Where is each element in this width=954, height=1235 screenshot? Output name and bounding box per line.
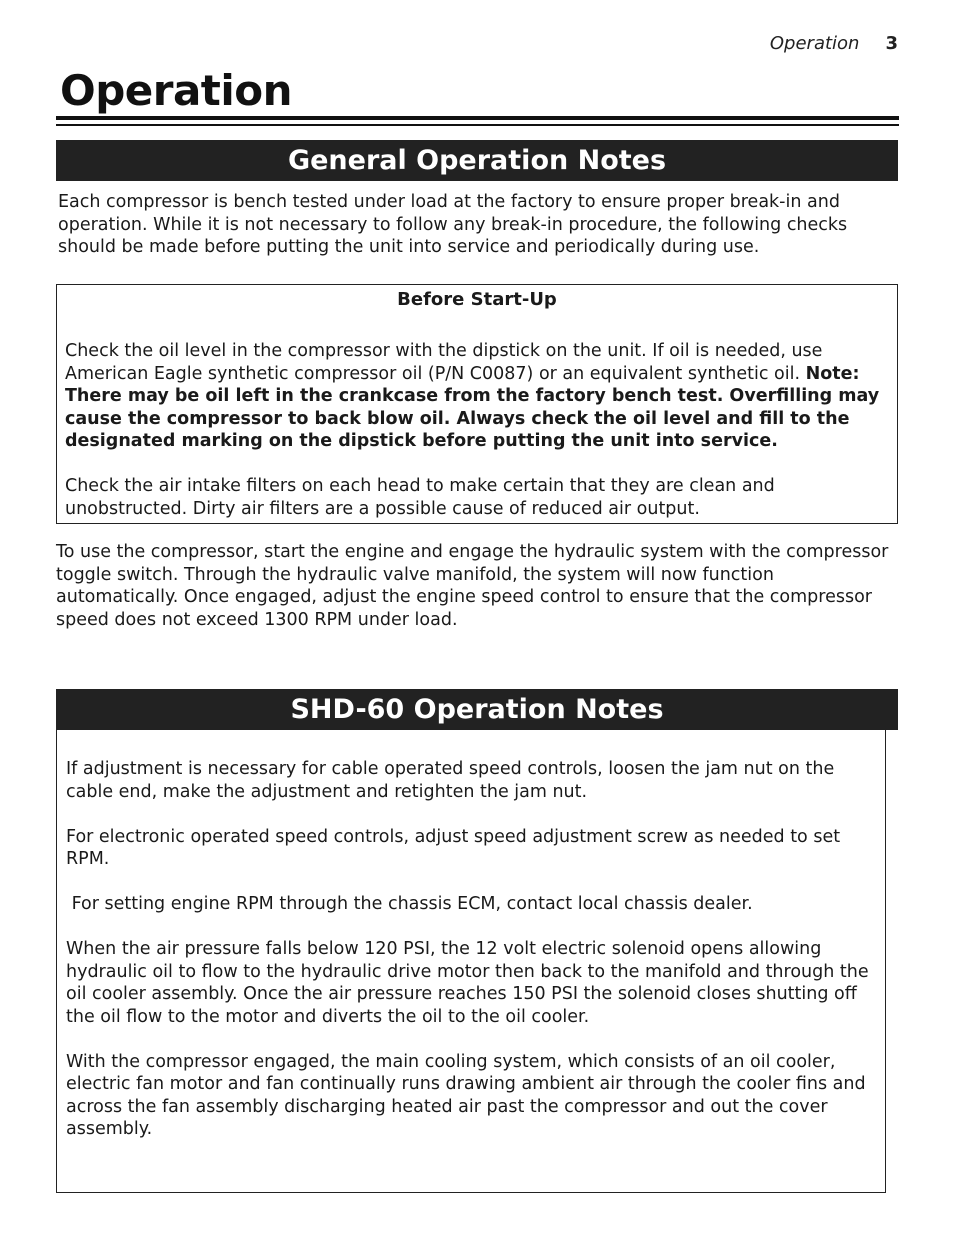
general-operation-heading: General Operation Notes	[56, 140, 898, 181]
general-intro-paragraph: Each compressor is bench tested under load at the factory to ensure proper break-in and operation. While it is not necessary to follow any break-in procedure, the following checks should be made before putting the unit into service and periodically during use.	[58, 192, 848, 257]
shd60-notes-box	[56, 730, 886, 1193]
oil-level-text: Check the oil level in the compressor with the dipstick on the unit. If oil is needed, use American Eagle synthetic compressor oil (P/N C0087) or an equivalent synthetic oil.	[65, 341, 823, 384]
title-rule-thick	[56, 116, 899, 120]
electronic-speed-control-paragraph: For electronic operated speed controls, adjust speed adjustment screw as needed to set RPM.	[66, 826, 841, 869]
chassis-ecm-paragraph: For setting engine RPM through the chassis ECM, contact local chassis dealer.	[66, 894, 753, 914]
before-startup-box	[56, 284, 898, 524]
page-number: 3	[885, 33, 898, 54]
air-filter-paragraph: Check the air intake filters on each head to make certain that they are clean and unobstructed. Dirty air filters are a possible cause of reduced air output.	[65, 476, 775, 519]
page-title: Operation	[60, 66, 293, 115]
compressor-usage-paragraph: To use the compressor, start the engine and engage the hydraulic system with the compressor toggle switch. Through the hydraulic valve manifold, the system will now function automatically. Once engaged, adjust the engine speed control to ensure that the compressor speed does not exceed 1300 RPM under load.	[56, 542, 889, 630]
shd60-operation-heading: SHD-60 Operation Notes	[56, 689, 898, 730]
cooling-system-paragraph: With the compressor engaged, the main cooling system, which consists of an oil cooler, electric fan motor and fan continually runs drawing ambient air through the cooler fins and across the fan assembly discharging heated air past the compressor and out the cover assembly.	[66, 1051, 866, 1139]
cable-speed-control-paragraph: If adjustment is necessary for cable operated speed controls, loosen the jam nut on the cable end, make the adjustment and retighten the jam nut.	[66, 759, 835, 802]
running-header-section: Operation	[769, 33, 860, 54]
oil-level-paragraph	[65, 340, 889, 453]
title-rule-thin	[56, 124, 899, 126]
running-header	[770, 33, 898, 54]
solenoid-paragraph: When the air pressure falls below 120 PSI, the 12 volt electric solenoid opens allowing hydraulic oil to flow to the hydraulic drive motor then back to the manifold and through the oil cooler assembly. Once the air pressure reaches 150 PSI the solenoid closes shutting off the oil flow to the motor and diverts the oil to the oil cooler.	[66, 939, 869, 1027]
oil-level-note: Note: There may be oil left in the crankcase from the factory bench test. Overfilling may cause the compressor to back blow oil. Always check the oil level and fill to the designated marking on the dipstick before putting the unit into service.	[65, 363, 880, 451]
before-startup-title: Before Start-Up	[397, 289, 557, 310]
